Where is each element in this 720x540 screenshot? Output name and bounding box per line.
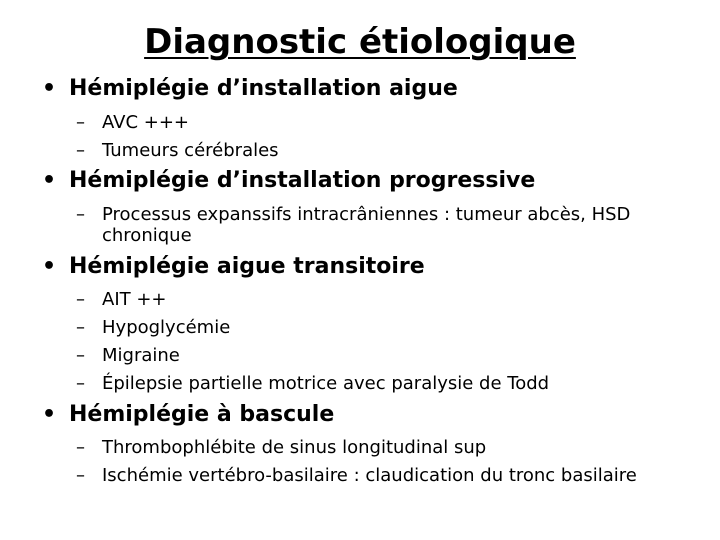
slide-title: Diagnostic étiologique xyxy=(144,22,576,62)
section-heading xyxy=(42,402,334,427)
dash-marker: – xyxy=(76,112,85,133)
list-item xyxy=(76,140,279,161)
dash-marker: – xyxy=(76,317,85,338)
section-heading-text: Hémiplégie d’installation aigue xyxy=(69,76,458,101)
bullet-marker: • xyxy=(42,168,57,193)
list-item xyxy=(76,345,180,366)
list-item-text: Migraine xyxy=(102,345,180,366)
list-item-text: AVC +++ xyxy=(102,112,190,133)
dash-marker: – xyxy=(76,204,85,225)
list-item-text: Thrombophlébite de sinus longitudinal sup xyxy=(102,437,487,458)
list-item-text: Processus expanssifs intracrâniennes : tumeur abcès, HSD chronique xyxy=(102,204,631,246)
list-item-text: Épilepsie partielle motrice avec paralysie de Todd xyxy=(102,373,550,394)
section-heading-text: Hémiplégie à bascule xyxy=(69,402,335,427)
dash-marker: – xyxy=(76,289,85,310)
section-heading-text: Hémiplégie d’installation progressive xyxy=(69,168,536,193)
section-heading xyxy=(42,254,425,279)
dash-marker: – xyxy=(76,465,85,486)
list-item xyxy=(76,112,189,133)
section-heading-text: Hémiplégie aigue transitoire xyxy=(69,254,425,279)
list-item xyxy=(76,317,230,338)
dash-marker: – xyxy=(76,437,85,458)
dash-marker: – xyxy=(76,345,85,366)
bullet-marker: • xyxy=(42,402,57,427)
list-item-text: Hypoglycémie xyxy=(102,317,231,338)
section-heading xyxy=(42,168,535,193)
list-item xyxy=(76,437,486,458)
list-item xyxy=(76,373,549,394)
list-item-text: Ischémie vertébro-basilaire : claudication du tronc basilaire xyxy=(102,465,637,486)
list-item xyxy=(76,289,167,310)
section-heading xyxy=(42,76,458,101)
list-item-text: AIT ++ xyxy=(102,289,167,310)
dash-marker: – xyxy=(76,140,85,161)
list-item-text: Tumeurs cérébrales xyxy=(102,140,279,161)
bullet-marker: • xyxy=(42,76,57,101)
list-item xyxy=(76,204,677,246)
bullet-marker: • xyxy=(42,254,57,279)
list-item xyxy=(76,465,637,486)
dash-marker: – xyxy=(76,373,85,394)
